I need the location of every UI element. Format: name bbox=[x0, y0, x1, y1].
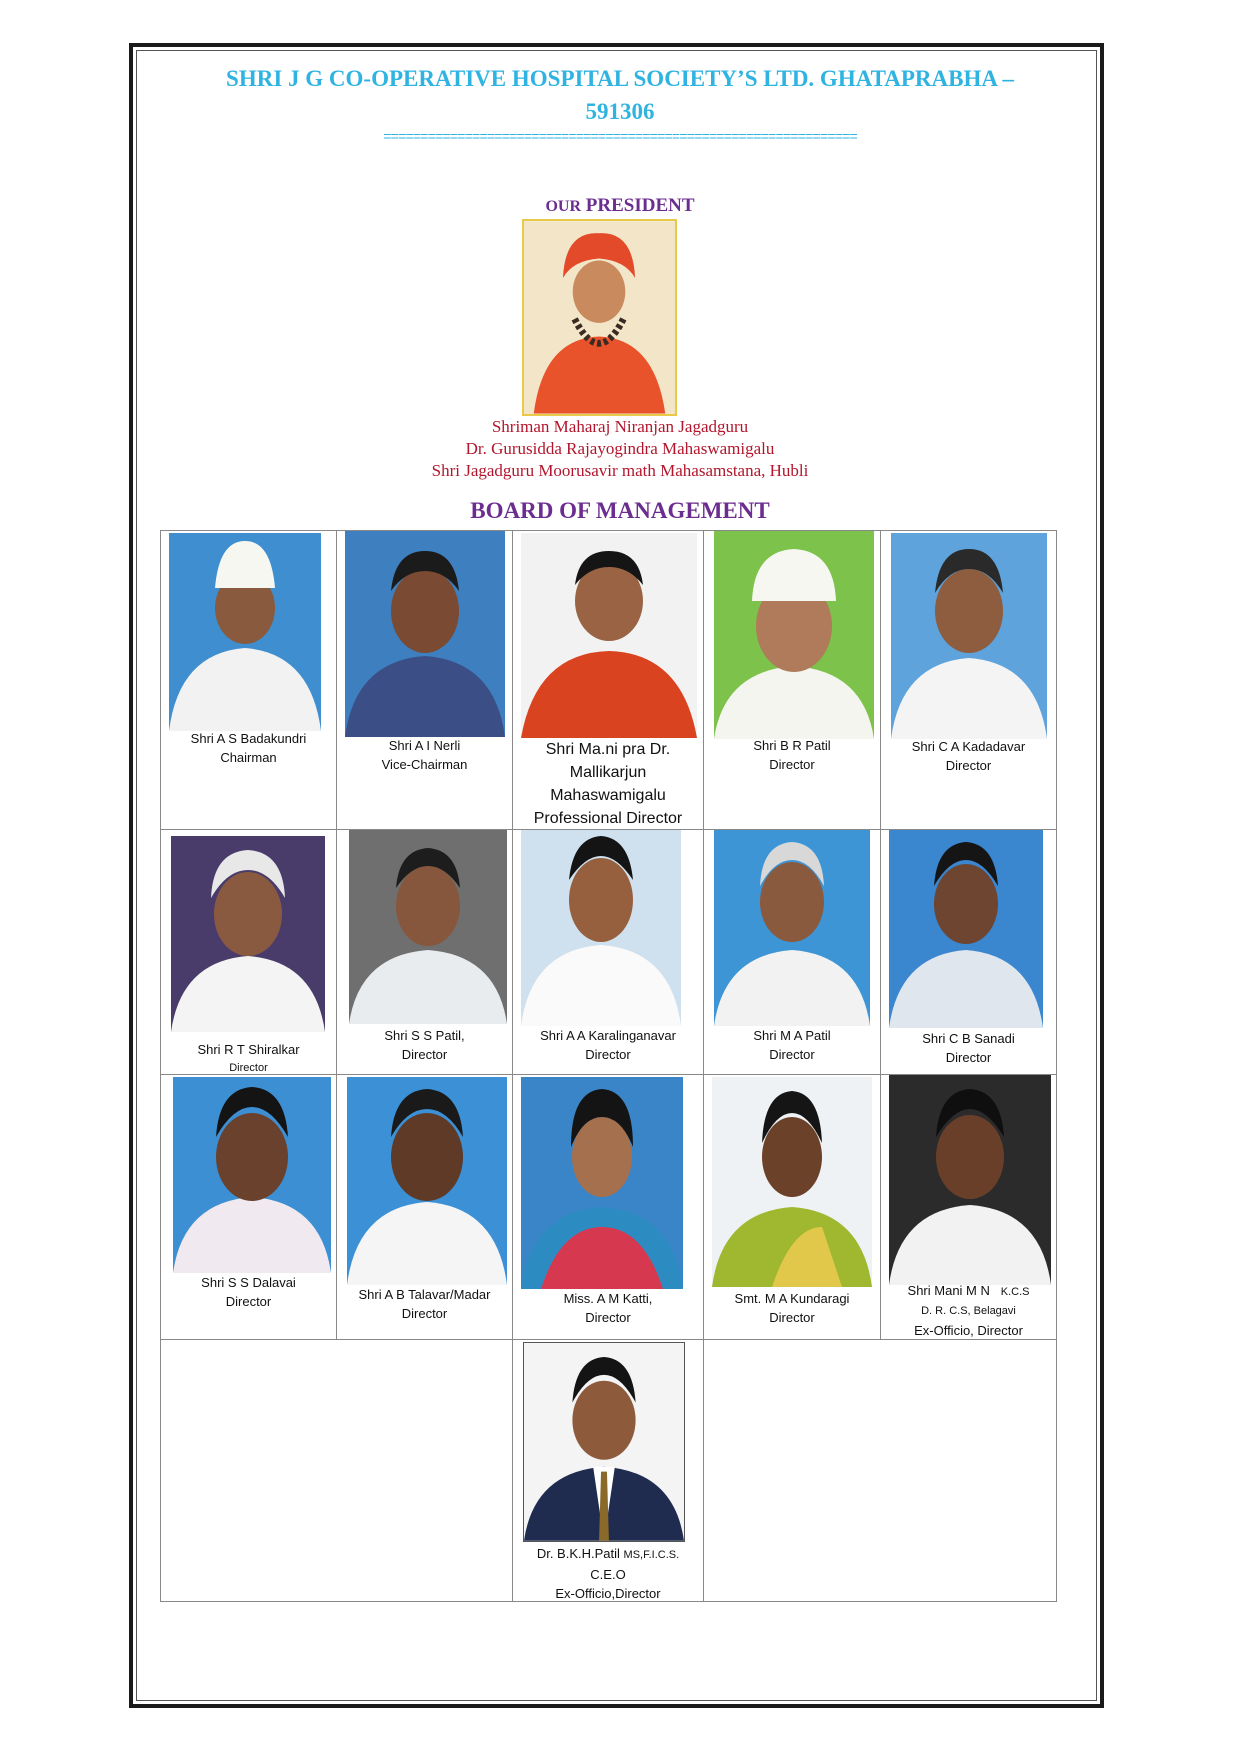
member-name: Shri A A Karalinganavar bbox=[540, 1028, 676, 1043]
president-heading-our: OUR bbox=[545, 198, 582, 215]
member-caption bbox=[513, 1289, 703, 1327]
member-caption bbox=[704, 1026, 880, 1064]
member-card bbox=[881, 1075, 1056, 1339]
member-name: Dr. B.K.H.Patil bbox=[536, 1546, 620, 1561]
member-photo bbox=[345, 531, 505, 737]
member-role: Director bbox=[401, 1306, 448, 1321]
member-caption bbox=[161, 1273, 336, 1311]
board-heading: BOARD OF MANAGEMENT bbox=[470, 498, 770, 523]
member-card bbox=[881, 830, 1056, 1074]
member-name-line-3: Mahaswamigalu bbox=[550, 787, 666, 804]
member-name: Shri B R Patil bbox=[753, 738, 831, 753]
president-name-line-2: Dr. Gurusidda Rajayogindra Mahaswamigalu bbox=[465, 439, 775, 458]
member-photo bbox=[349, 830, 507, 1024]
member-caption bbox=[337, 1026, 512, 1064]
member-name-line bbox=[513, 1544, 703, 1565]
member-name: Shri C A Kadadavar bbox=[911, 739, 1026, 754]
member-line-2: D. R. C.S, Belagavi bbox=[921, 1305, 1016, 1317]
member-card bbox=[704, 531, 880, 829]
member-name-line bbox=[881, 1281, 1056, 1302]
member-role: Director bbox=[769, 1310, 815, 1325]
member-caption bbox=[337, 1285, 512, 1323]
member-role: Director bbox=[945, 758, 992, 773]
president-name-line-3: Shri Jagadguru Moorusavir math Mahasamstana, Hubli bbox=[431, 461, 809, 480]
member-photo bbox=[521, 830, 681, 1026]
board-grid bbox=[160, 530, 1057, 1602]
member-role: Ex-Officio, Director bbox=[914, 1323, 1023, 1338]
president-name-line-1: Shriman Maharaj Niranjan Jagadguru bbox=[491, 417, 749, 436]
member-name: Shri M A Patil bbox=[753, 1028, 831, 1043]
member-role: Director bbox=[225, 1294, 272, 1309]
member-photo bbox=[521, 533, 697, 738]
member-card bbox=[337, 531, 512, 829]
member-photo bbox=[714, 830, 870, 1026]
member-role: Chairman bbox=[220, 750, 277, 765]
member-photo bbox=[889, 1075, 1051, 1285]
member-role: Director bbox=[401, 1047, 448, 1062]
member-name: Shri A B Talavar/Madar bbox=[358, 1287, 491, 1302]
member-caption bbox=[881, 1281, 1056, 1340]
member-caption bbox=[513, 1026, 703, 1064]
member-role: Director bbox=[229, 1062, 268, 1074]
member-name: Shri A S Badakundri bbox=[190, 731, 307, 746]
member-photo bbox=[173, 1077, 331, 1273]
member-photo bbox=[169, 533, 321, 731]
member-card bbox=[337, 830, 512, 1074]
member-name: Shri A I Nerli bbox=[388, 738, 461, 753]
member-card bbox=[513, 531, 703, 829]
title-line-1: SHRI J G CO-OPERATIVE HOSPITAL SOCIETY’S LTD. GHATAPRABHA – bbox=[226, 66, 1014, 91]
member-name: Shri S S Patil, bbox=[384, 1028, 465, 1043]
member-caption bbox=[881, 737, 1056, 775]
member-line-2: C.E.O bbox=[590, 1567, 626, 1582]
member-name: Miss. A M Katti, bbox=[563, 1291, 653, 1306]
member-role: Director bbox=[585, 1047, 631, 1062]
member-role: Ex-Officio,Director bbox=[555, 1586, 661, 1601]
member-card bbox=[161, 531, 336, 829]
member-suffix: MS,F.I.C.S. bbox=[623, 1549, 680, 1561]
member-card bbox=[704, 830, 880, 1074]
page-title bbox=[150, 62, 1090, 128]
title-line-2: 591306 bbox=[585, 99, 655, 124]
president-heading bbox=[420, 195, 820, 217]
member-name-line-2: Mallikarjun bbox=[569, 764, 647, 781]
member-photo bbox=[523, 1342, 685, 1542]
member-role: Director bbox=[769, 1047, 815, 1062]
member-card bbox=[337, 1075, 512, 1339]
member-card bbox=[161, 1075, 336, 1339]
member-role: Director bbox=[769, 757, 815, 772]
member-photo bbox=[889, 830, 1043, 1028]
member-card bbox=[704, 1075, 880, 1339]
member-card bbox=[161, 830, 336, 1074]
member-caption bbox=[337, 736, 512, 774]
member-name: Shri R T Shiralkar bbox=[197, 1042, 300, 1057]
title-underline: ================================================================ bbox=[383, 130, 857, 146]
member-name: Shri Mani M N bbox=[907, 1283, 990, 1298]
member-suffix: K.C.S bbox=[1000, 1286, 1030, 1298]
member-card bbox=[513, 1075, 703, 1339]
member-role: Director bbox=[585, 1310, 631, 1325]
member-caption bbox=[704, 1289, 880, 1327]
member-photo bbox=[171, 836, 325, 1032]
member-photo bbox=[891, 533, 1047, 739]
member-card bbox=[881, 531, 1056, 829]
president-photo bbox=[522, 219, 677, 416]
member-photo bbox=[521, 1077, 683, 1289]
member-caption bbox=[161, 729, 336, 767]
member-name: Smt. M A Kundaragi bbox=[734, 1291, 850, 1306]
member-caption bbox=[161, 1040, 336, 1078]
member-caption bbox=[513, 738, 703, 830]
president-heading-word: PRESIDENT bbox=[585, 195, 695, 216]
member-name: Shri C B Sanadi bbox=[922, 1031, 1015, 1046]
member-caption bbox=[881, 1029, 1056, 1067]
member-card bbox=[513, 830, 703, 1074]
member-role: Director bbox=[945, 1050, 992, 1065]
member-name-line-1: Shri Ma.ni pra Dr. bbox=[545, 741, 671, 758]
member-card bbox=[513, 1340, 703, 1602]
member-name: Shri S S Dalavai bbox=[201, 1275, 296, 1290]
member-photo bbox=[712, 1077, 872, 1287]
member-photo bbox=[347, 1077, 507, 1285]
member-caption bbox=[513, 1544, 703, 1603]
member-role: Vice-Chairman bbox=[381, 757, 468, 772]
member-caption bbox=[704, 736, 880, 774]
member-photo bbox=[714, 531, 874, 739]
member-role: Professional Director bbox=[533, 810, 683, 827]
